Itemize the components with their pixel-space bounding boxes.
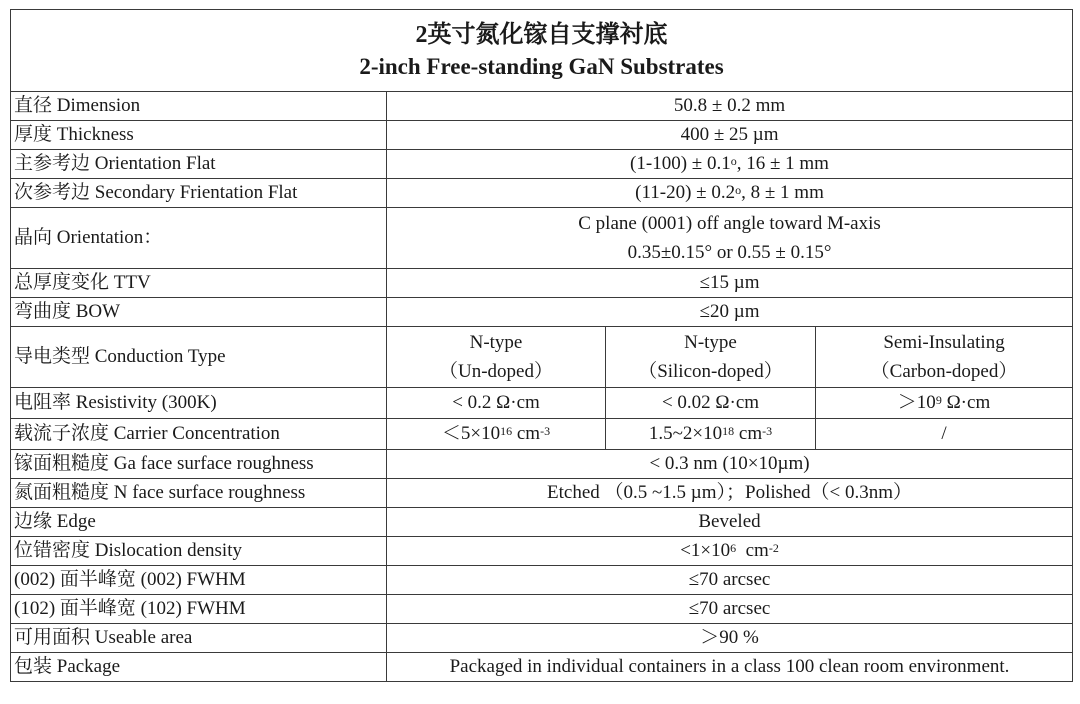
title-row (11, 10, 1073, 92)
row-label: 总厚度变化 TTV (11, 269, 387, 298)
row-value (387, 150, 1073, 179)
row-label: 边缘 Edge (11, 508, 387, 537)
table-row (11, 653, 1073, 682)
row-label: 弯曲度 BOW (11, 298, 387, 327)
row-value: Beveled (387, 508, 1073, 537)
value-text: ＜5×10 (441, 423, 501, 444)
value-text: , 16 ± 1 mm (736, 153, 829, 174)
table-row (11, 298, 1073, 327)
spec-table (10, 9, 1073, 682)
table-row (11, 450, 1073, 479)
row-label: (102) 面半峰宽 (102) FWHM (11, 595, 387, 624)
value-line: （Un-doped） (439, 361, 553, 382)
value-line: C plane (0001) off angle toward M-axis (578, 213, 881, 234)
value-text: ＞10 (897, 392, 936, 413)
row-label: 主参考边 Orientation Flat (11, 150, 387, 179)
table-row (11, 566, 1073, 595)
table-row (11, 624, 1073, 653)
table-row (11, 419, 1073, 450)
table-title (11, 10, 1073, 92)
table-row (11, 479, 1073, 508)
table-row (11, 595, 1073, 624)
row-value (387, 179, 1073, 208)
title-chinese: 2英寸氮化镓自支撑衬底 (415, 21, 668, 48)
table-row (11, 327, 1073, 388)
degree-mark: o (730, 154, 737, 168)
row-label: 位错密度 Dislocation density (11, 537, 387, 566)
value-text: , 8 ± 1 mm (741, 182, 824, 203)
row-value: / (816, 419, 1073, 450)
value-text: cm (734, 423, 763, 444)
value-line: 0.35±0.15° or 0.55 ± 0.15° (627, 242, 832, 263)
row-value: 50.8 ± 0.2 mm (387, 92, 1073, 121)
value-text: cm (736, 540, 769, 561)
row-value (387, 537, 1073, 566)
title-english: 2-inch Free-standing GaN Substrates (359, 53, 724, 79)
row-label: 次参考边 Secondary Frientation Flat (11, 179, 387, 208)
table-row (11, 388, 1073, 419)
conduction-cell (606, 327, 816, 388)
row-value (606, 419, 816, 450)
table-row (11, 208, 1073, 269)
row-label: 晶向 Orientation： (11, 208, 387, 269)
value-text: <1×10 (680, 540, 731, 561)
table-row (11, 150, 1073, 179)
row-value (816, 388, 1073, 419)
row-label: 电阻率 Resistivity (300K) (11, 388, 387, 419)
row-value: ≤15 µm (387, 269, 1073, 298)
row-value (387, 419, 606, 450)
row-value: < 0.3 nm (10×10µm) (387, 450, 1073, 479)
value-text: cm (512, 423, 541, 444)
value-line: （Silicon-doped） (638, 361, 783, 382)
row-value: ＞90 % (387, 624, 1073, 653)
row-value: ≤70 arcsec (387, 566, 1073, 595)
row-value: ≤20 µm (387, 298, 1073, 327)
row-value: < 0.2 Ω·cm (387, 388, 606, 419)
value-text: (1-100) ± 0.1 (630, 153, 731, 174)
row-label: 镓面粗糙度 Ga face surface roughness (11, 450, 387, 479)
row-label: 氮面粗糙度 N face surface roughness (11, 479, 387, 508)
exponent: -3 (540, 424, 551, 438)
table-row (11, 537, 1073, 566)
row-label: 包装 Package (11, 653, 387, 682)
row-value: Etched （0.5 ~1.5 µm）；Polished（< 0.3nm） (387, 479, 1073, 508)
exponent: -2 (768, 541, 779, 555)
value-line: （Carbon-doped） (870, 361, 1018, 382)
table-row (11, 121, 1073, 150)
table-row (11, 92, 1073, 121)
row-label: 可用面积 Useable area (11, 624, 387, 653)
exponent: 18 (722, 424, 735, 438)
value-text: (11-20) ± 0.2 (635, 182, 736, 203)
table-row (11, 269, 1073, 298)
row-label: 载流子浓度 Carrier Concentration (11, 419, 387, 450)
conduction-cell (816, 327, 1073, 388)
row-value: < 0.02 Ω·cm (606, 388, 816, 419)
row-value: ≤70 arcsec (387, 595, 1073, 624)
conduction-cell (387, 327, 606, 388)
value-text: 1.5~2×10 (648, 423, 723, 444)
exponent: -3 (762, 424, 773, 438)
exponent: 9 (935, 393, 942, 407)
row-label: 厚度 Thickness (11, 121, 387, 150)
table-row (11, 179, 1073, 208)
value-line: N-type (469, 332, 523, 353)
row-value: Packaged in individual containers in a class 100 clean room environment. (387, 653, 1073, 682)
exponent: 16 (500, 424, 513, 438)
value-line: Semi-Insulating (883, 332, 1005, 353)
row-label: (002) 面半峰宽 (002) FWHM (11, 566, 387, 595)
table-row (11, 508, 1073, 537)
row-value (387, 208, 1073, 269)
row-label: 导电类型 Conduction Type (11, 327, 387, 388)
value-line: N-type (684, 332, 737, 353)
row-value: 400 ± 25 µm (387, 121, 1073, 150)
degree-mark: o (735, 183, 742, 197)
exponent: 6 (730, 541, 737, 555)
value-text: Ω·cm (941, 392, 991, 413)
row-label: 直径 Dimension (11, 92, 387, 121)
